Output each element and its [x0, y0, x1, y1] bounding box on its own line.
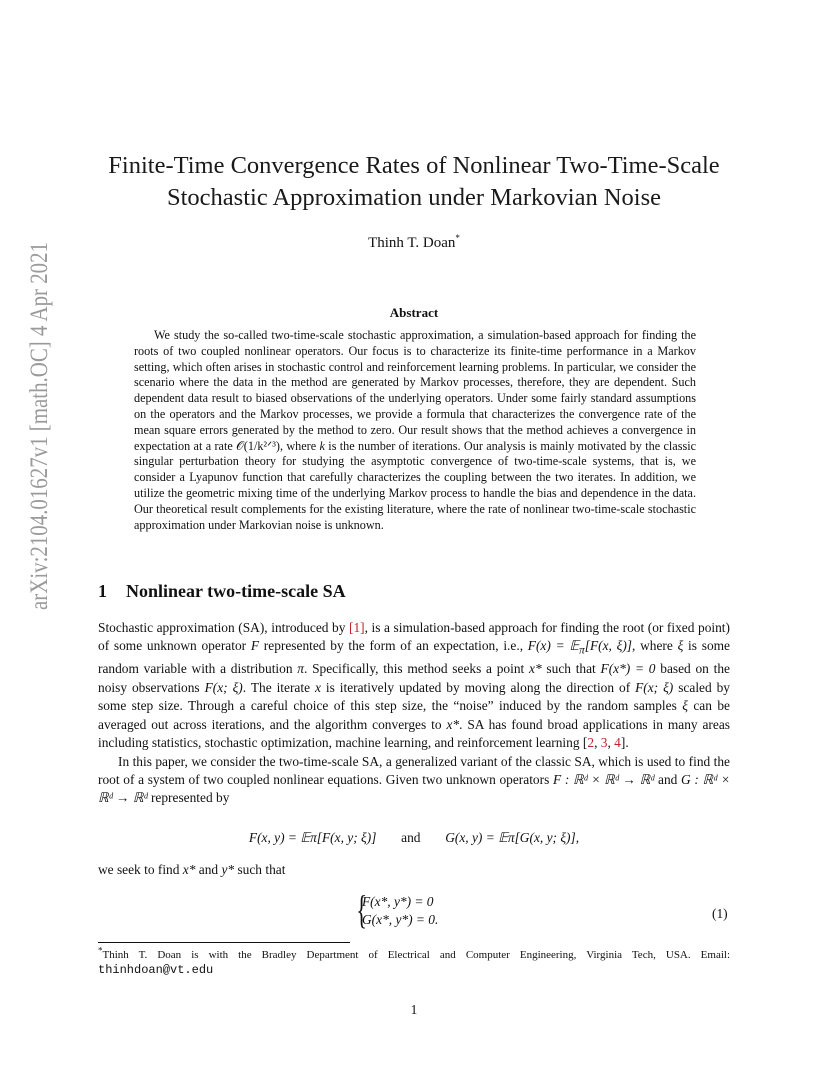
math: [F(x, ξ)] [584, 638, 633, 654]
text: Stochastic approximation (SA), introduced by [98, 620, 350, 635]
math: x [314, 679, 321, 695]
text: and [654, 771, 682, 787]
math: π [297, 661, 304, 677]
abstract-text: We study the so-called two-time-scale stochastic approximation, a simulation-based approach for finding the roots of two coupled nonlinear operators. Our focus is to characterize its finite-time performance in a Markov setting, which often arises in stochastic control and reinforcement learning problems. In particular, we consider the scenario where the data in the method are generated by Markov processes, therefore, they are dependent. Such dependent data result to biased observations of the underlying operators. Under some fairly standard assumptions on the operators and the Markov processes, we provide a formula that characterizes the convergence rate of the mean square errors generated by the method to zero. Our result shows that the method achieves a convergence in expectation at a rate [134, 328, 696, 453]
math: F [250, 638, 260, 654]
math: F : ℝᵈ × ℝᵈ → ℝᵈ [552, 771, 655, 787]
author-footnote-mark: * [455, 233, 460, 243]
math: π [579, 645, 585, 658]
section-body [98, 619, 730, 808]
math: F(x; ξ) [204, 679, 243, 695]
paragraph-1 [98, 619, 730, 753]
math: F(x, y) = 𝔼π[F(x, y; ξ)] [248, 830, 377, 845]
text: such that [234, 862, 286, 877]
text: we seek to find [98, 862, 183, 877]
display-equation [98, 830, 730, 846]
text: such that [541, 661, 601, 677]
math: x* [182, 862, 196, 877]
text: In this paper, we consider the two-time-scale SA, a generalized variant of the classic SA, which is used to find the root of a system of two coupled nonlinear equations. Given two unknown operators [98, 753, 730, 787]
arxiv-stamp [18, 240, 56, 610]
math: y* [221, 862, 235, 877]
system-line-1: F(x*, y*) = 0 [362, 894, 434, 909]
paragraph-2 [98, 753, 730, 808]
text: , [607, 735, 615, 751]
citation-link[interactable]: 2 [587, 735, 595, 751]
text: , [594, 735, 601, 751]
footnote-text: Thinh T. Doan is with the Bradley Department of Electrical and Computer Engineering, Virginia Tech, USA. Email: [102, 949, 730, 961]
text: represented by [147, 790, 230, 806]
text: scaled by some step size. Through a careful choice of this step size, the “noise” induced by the random samples [98, 679, 731, 714]
abstract-text: is the number of iterations. Our analysis is mainly motivated by the classic singular perturbation theory for studying the asymptotic convergence of two-time-scale systems, that is, we consider a Lyapunov function that carefully characterizes the coupling between the two iterates. In addition, we utilize the geometric mixing time of the underlying Markov process to handle the bias and dependence in the data. Our theoretical result complements for the existing literature, where the rate of nonlinear two-time-scale stochastic approximation under Markovian noise is unknown. [134, 438, 697, 532]
author-name: Thinh T. Doan [368, 235, 456, 251]
text: is iteratively updated by moving along the direction of [320, 679, 636, 695]
equation-number: (1) [712, 906, 728, 921]
text: is some random variable with a distribution [98, 638, 730, 677]
rate-expression: 𝒪(1/k²ᐟ³) [236, 438, 280, 453]
abstract-heading: Abstract [389, 305, 439, 320]
text: ]. [620, 735, 629, 751]
abstract-body [134, 328, 696, 533]
footnote [98, 945, 730, 978]
title-line-1: Finite-Time Convergence Rates of Nonlinear Two-Time-Scale [108, 152, 720, 179]
citation-link[interactable]: 3 [600, 735, 608, 751]
text: represented by the form of an expectation, i.e., [259, 638, 528, 654]
section-number: 1 [98, 581, 107, 601]
citation-link[interactable]: [1] [349, 620, 365, 635]
text: and [195, 862, 222, 877]
section-heading [98, 581, 346, 602]
math: x* [446, 716, 460, 732]
section-title: Nonlinear two-time-scale SA [126, 581, 346, 601]
math: ξ [677, 638, 684, 654]
arxiv-id-text: arXiv:2104.01627v1 [math.OC] 4 Apr 2021 [26, 240, 53, 610]
abstract-text: , where [279, 438, 320, 453]
text: , where [632, 638, 678, 654]
text: . Specifically, this method seeks a point [304, 661, 530, 677]
math: ξ [682, 698, 688, 714]
citation-link[interactable]: 4 [614, 735, 621, 751]
title-line-2: Stochastic Approximation under Markovian Noise [167, 184, 661, 211]
footnote-email[interactable]: thinhdoan@vt.edu [98, 963, 214, 977]
text: and [401, 830, 421, 845]
footnote-mark: * [98, 945, 103, 956]
arxiv-identifier [18, 240, 56, 610]
brace-symbol: { [356, 887, 367, 932]
paragraph-3 [98, 861, 730, 879]
text: can be averaged out across iterations, and the algorithm converges to [98, 698, 730, 732]
math: x* [529, 661, 542, 677]
footnote-rule [98, 942, 350, 943]
text: . SA has found broad applications in many areas including statistics, stochastic optimization, machine learning, and reinforcement learning [ [98, 716, 730, 751]
math-k: k [319, 438, 325, 453]
math: G : ℝᵈ × ℝᵈ → ℝᵈ [98, 771, 730, 806]
author [100, 235, 728, 252]
math: F(x) = 𝔼 [527, 638, 580, 654]
text: . The iterate [242, 679, 315, 695]
math: F(x; ξ) [635, 679, 674, 695]
text: , is a simulation-based approach for finding the root (or fixed point) of some unknown operator [98, 620, 730, 654]
math: G(x, y) = 𝔼π[G(x, y; ξ)], [445, 830, 580, 845]
paper-title [100, 150, 728, 214]
equation-system [356, 887, 439, 932]
math: F(x*) = 0 [600, 661, 656, 677]
system-line-2: G(x*, y*) = 0. [362, 912, 439, 927]
text: based on the noisy observations [98, 661, 730, 695]
page-number: 1 [410, 1002, 418, 1017]
